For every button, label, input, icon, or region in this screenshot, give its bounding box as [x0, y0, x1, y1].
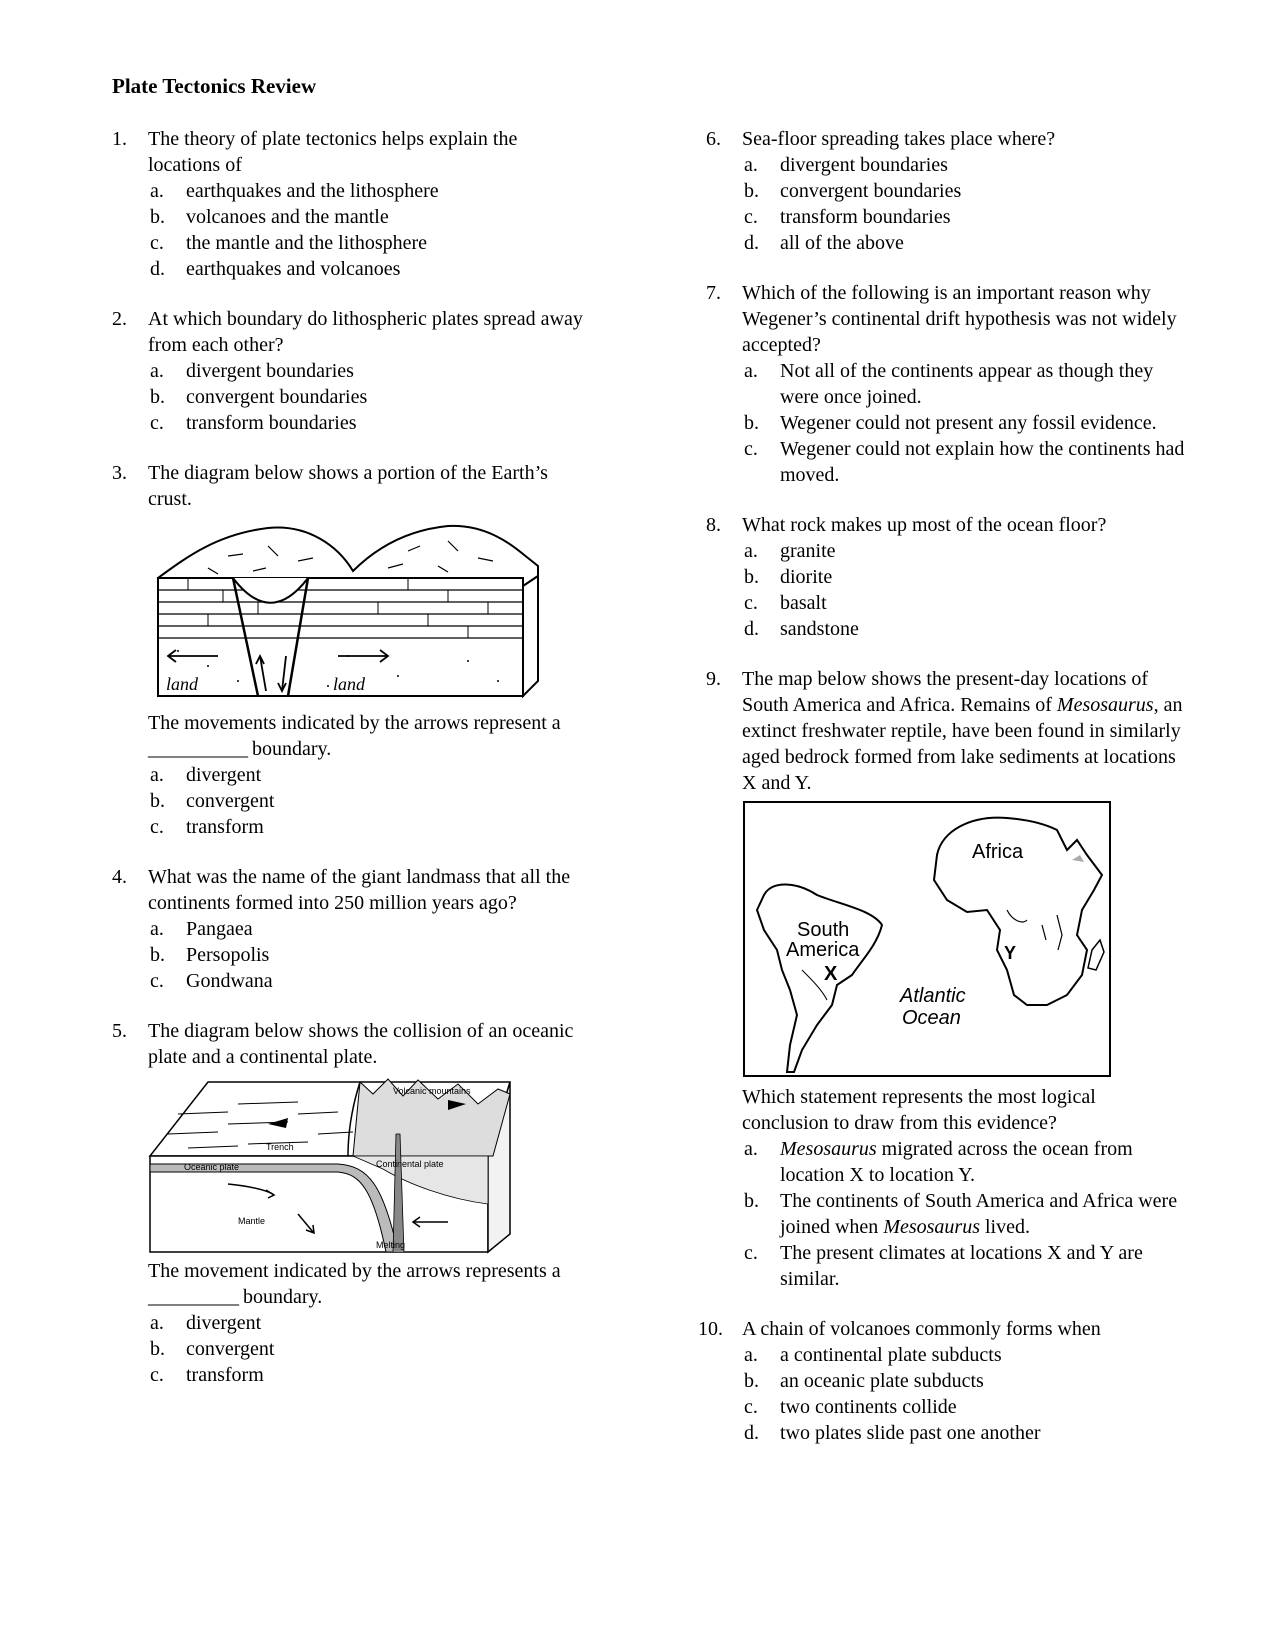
option-d[interactable]: [706, 616, 1186, 642]
option-a[interactable]: [112, 916, 592, 942]
question-text: A chain of volcanoes commonly forms when: [742, 1318, 1101, 1340]
option-letter: c.: [744, 1242, 758, 1264]
option-letter: c.: [150, 1364, 164, 1386]
option-text: Pangaea: [186, 918, 253, 940]
option-text-italic: Mesosaurus: [780, 1138, 877, 1160]
option-text: convergent boundaries: [780, 180, 962, 202]
africa-label: Africa: [972, 841, 1024, 863]
question-text: What was the name of the giant landmass that all the continents formed into 250 million years ago?: [148, 866, 571, 914]
followup-text-end: boundary.: [243, 1286, 323, 1308]
question-text: What rock makes up most of the ocean floor?: [742, 514, 1107, 536]
option-text: divergent boundaries: [186, 360, 354, 382]
option-text: convergent: [186, 1338, 275, 1360]
question-5: [112, 1018, 592, 1388]
question-text-part: The map below shows the present-day locations of South America and Africa. Remains of: [742, 668, 1149, 716]
question-text: [742, 666, 1186, 796]
question-number: 2.: [112, 308, 127, 330]
subduction-diagram: [148, 1074, 513, 1254]
option-c[interactable]: [706, 590, 1186, 616]
option-letter: c.: [150, 816, 164, 838]
option-text: earthquakes and the lithosphere: [186, 180, 439, 202]
option-b[interactable]: [706, 1368, 1186, 1394]
question-9: [706, 666, 1186, 1292]
option-text: divergent: [186, 764, 262, 786]
option-a[interactable]: [112, 762, 592, 788]
location-y-label: Y: [1004, 943, 1017, 963]
question-text-part: , an extinct freshwater reptile, have been found in similarly aged bedrock formed from lake sediments at locations X and Y.: [742, 694, 1183, 794]
option-text-italic: Mesosaurus: [883, 1216, 980, 1238]
question-8: [706, 512, 1186, 642]
option-b[interactable]: [112, 204, 592, 230]
option-letter: b.: [744, 412, 759, 434]
option-letter: b.: [150, 206, 165, 228]
option-letter: c.: [744, 438, 758, 460]
option-c[interactable]: [706, 436, 1186, 488]
option-text: convergent: [186, 790, 275, 812]
continents-map: [742, 800, 1114, 1080]
option-c[interactable]: [706, 204, 1186, 230]
option-text: all of the above: [780, 232, 904, 254]
option-letter: a.: [744, 154, 758, 176]
option-letter: b.: [744, 566, 759, 588]
melting-label: Melting: [376, 1240, 406, 1250]
option-c[interactable]: [112, 814, 592, 840]
option-letter: a.: [744, 1138, 758, 1160]
option-letter: b.: [150, 386, 165, 408]
continental-plate-label: Continental plate: [376, 1159, 444, 1169]
option-text: sandstone: [780, 618, 859, 640]
option-text: convergent boundaries: [186, 386, 368, 408]
option-b[interactable]: [706, 410, 1186, 436]
option-letter: d.: [744, 232, 759, 254]
option-c[interactable]: [112, 410, 592, 436]
option-text: Persopolis: [186, 944, 270, 966]
question-4: [112, 864, 592, 994]
option-letter: c.: [744, 206, 758, 228]
option-letter: c.: [744, 1396, 758, 1418]
followup-text: The movement indicated by the arrows represents a: [148, 1260, 561, 1282]
option-letter: a.: [150, 1312, 164, 1334]
question-number: 10.: [698, 1318, 723, 1340]
option-d[interactable]: [706, 1420, 1186, 1446]
option-letter: b.: [150, 944, 165, 966]
question-text: The theory of plate tectonics helps explain the locations of: [148, 128, 518, 176]
option-letter: a.: [150, 360, 164, 382]
oceanic-plate-label: Oceanic plate: [184, 1162, 240, 1172]
question-text: At which boundary do lithospheric plates spread away from each other?: [148, 308, 583, 356]
atlantic-label: Atlantic: [900, 985, 966, 1007]
question-2: [112, 306, 592, 436]
question-number: 6.: [706, 128, 721, 150]
option-a[interactable]: [706, 358, 1186, 410]
option-b[interactable]: [706, 564, 1186, 590]
question-number: 5.: [112, 1020, 127, 1042]
question-followup: [148, 710, 592, 762]
option-c[interactable]: [112, 968, 592, 994]
question-text-italic: Mesosaurus: [1056, 694, 1154, 716]
question-1: [112, 126, 592, 282]
option-text: Not all of the continents appear as though they were once joined.: [780, 360, 1154, 408]
option-text: divergent boundaries: [780, 154, 948, 176]
option-a[interactable]: [706, 1342, 1186, 1368]
option-letter: b.: [150, 790, 165, 812]
option-text: earthquakes and volcanoes: [186, 258, 401, 280]
option-text: transform: [186, 816, 264, 838]
option-text: a continental plate subducts: [780, 1344, 1002, 1366]
option-text: an oceanic plate subducts: [780, 1370, 984, 1392]
option-letter: b.: [744, 1190, 759, 1212]
option-text: two continents collide: [780, 1396, 957, 1418]
option-a[interactable]: [112, 358, 592, 384]
option-b[interactable]: [112, 942, 592, 968]
land-label-left: land: [166, 674, 199, 694]
option-text: Wegener could not present any fossil evidence.: [780, 412, 1157, 434]
answer-blank[interactable]: ___________: [148, 738, 247, 760]
option-letter: c.: [150, 232, 164, 254]
option-letter: a.: [150, 180, 164, 202]
south-label: South: [797, 919, 850, 941]
option-letter: a.: [150, 918, 164, 940]
answer-blank[interactable]: __________: [148, 1286, 238, 1308]
option-d[interactable]: [112, 256, 592, 282]
land-label-right: land: [333, 674, 366, 694]
question-text: Which of the following is an important reason why Wegener’s continental drift hypothesis was not widely accepted?: [742, 282, 1177, 356]
option-letter: a.: [150, 764, 164, 786]
option-letter: b.: [744, 1370, 759, 1392]
option-a[interactable]: [706, 1136, 1186, 1188]
question-text: The diagram below shows a portion of the Earth’s crust.: [148, 462, 548, 510]
option-text: the mantle and the lithosphere: [186, 232, 428, 254]
left-column: [112, 126, 592, 1388]
question-followup: Which statement represents the most logical conclusion to draw from this evidence?: [742, 1086, 1096, 1134]
option-a[interactable]: [706, 538, 1186, 564]
question-6: [706, 126, 1186, 256]
question-3: [112, 460, 592, 840]
option-text: The present climates at locations X and Y are similar.: [780, 1242, 1143, 1290]
option-text: granite: [780, 540, 836, 562]
option-letter: d.: [744, 1422, 759, 1444]
location-x-label: X: [824, 963, 838, 985]
option-text: transform boundaries: [186, 412, 357, 434]
ocean-label: Ocean: [902, 1007, 961, 1029]
america-label: America: [786, 939, 860, 961]
question-number: 4.: [112, 866, 127, 888]
option-c[interactable]: [706, 1240, 1186, 1292]
option-text: basalt: [780, 592, 827, 614]
option-b[interactable]: [112, 384, 592, 410]
option-b[interactable]: [706, 1188, 1186, 1240]
page-title: Plate Tectonics Review: [112, 74, 317, 98]
option-b[interactable]: [112, 1336, 592, 1362]
question-number: 1.: [112, 128, 127, 150]
followup-text: The movements indicated by the arrows represent a: [148, 712, 561, 734]
question-number: 7.: [706, 282, 721, 304]
question-number: 9.: [706, 668, 721, 690]
option-a[interactable]: [112, 1310, 592, 1336]
option-d[interactable]: [706, 230, 1186, 256]
option-a[interactable]: [706, 152, 1186, 178]
option-c[interactable]: [112, 1362, 592, 1388]
option-a[interactable]: [112, 178, 592, 204]
option-text: transform: [186, 1364, 264, 1386]
option-letter: d.: [150, 258, 165, 280]
option-letter: c.: [744, 592, 758, 614]
option-text: Wegener could not explain how the continents had moved.: [780, 438, 1185, 486]
option-text: two plates slide past one another: [780, 1422, 1041, 1444]
right-column: [698, 126, 1186, 1446]
mantle-label: Mantle: [238, 1216, 266, 1226]
question-followup: [148, 1258, 592, 1310]
option-b[interactable]: [112, 788, 592, 814]
followup-text-end: boundary.: [252, 738, 332, 760]
question-text: The diagram below shows the collision of an oceanic plate and a continental plate.: [148, 1020, 574, 1068]
option-letter: b.: [744, 180, 759, 202]
question-10: [698, 1316, 1186, 1446]
question-number: 8.: [706, 514, 721, 536]
option-text-end: lived.: [979, 1216, 1030, 1238]
option-letter: a.: [744, 360, 758, 382]
question-7: [706, 280, 1186, 488]
volcanic-mountains-label: Volcanic mountains: [393, 1086, 471, 1096]
option-c[interactable]: [706, 1394, 1186, 1420]
question-text: Sea-floor spreading takes place where?: [742, 128, 1056, 150]
option-letter: c.: [150, 970, 164, 992]
option-b[interactable]: [706, 178, 1186, 204]
crust-diagram: [148, 516, 548, 706]
option-text: transform boundaries: [780, 206, 951, 228]
option-text: migrated across the ocean from location X to location Y.: [780, 1138, 1133, 1186]
option-text: Gondwana: [186, 970, 273, 992]
option-c[interactable]: [112, 230, 592, 256]
option-text: divergent: [186, 1312, 262, 1334]
option-letter: a.: [744, 1344, 758, 1366]
option-letter: c.: [150, 412, 164, 434]
option-letter: b.: [150, 1338, 165, 1360]
trench-label: Trench: [266, 1142, 294, 1152]
option-text: volcanoes and the mantle: [186, 206, 389, 228]
option-letter: a.: [744, 540, 758, 562]
question-number: 3.: [112, 462, 127, 484]
option-letter: d.: [744, 618, 759, 640]
option-text: The continents of South America and Africa were joined when: [780, 1190, 1178, 1238]
option-text: diorite: [780, 566, 833, 588]
